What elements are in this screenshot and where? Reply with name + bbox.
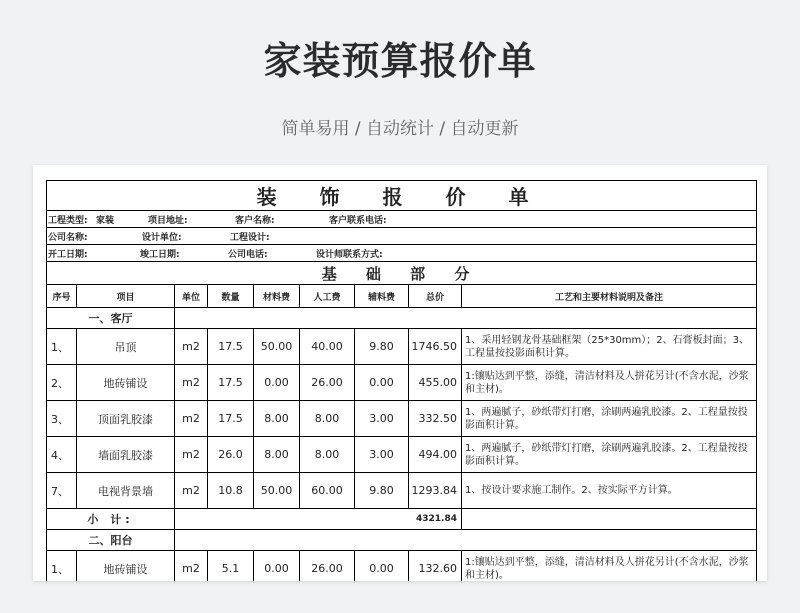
- quote-sheet: [33, 165, 767, 581]
- cell-total: 332.50: [409, 401, 462, 437]
- cell-no: 4、: [47, 437, 77, 473]
- client-phone-label: 客户联系电话:: [329, 215, 387, 226]
- cell-labor: 26.00: [300, 365, 355, 401]
- cell-aux: 0.00: [355, 365, 409, 401]
- cell-no: 3、: [47, 401, 77, 437]
- table-row: [47, 473, 757, 509]
- cell-unit: m2: [175, 329, 208, 365]
- cell-material: 0.00: [254, 365, 300, 401]
- cell-item: 墙面乳胶漆: [77, 437, 175, 473]
- category-name: 一、客厅: [47, 308, 175, 329]
- cell-unit: m2: [175, 437, 208, 473]
- info-row-dates: [47, 245, 757, 262]
- cell-unit: m2: [175, 551, 208, 582]
- company-name-label: 公司名称:: [48, 232, 88, 243]
- col-header-total: 总价: [409, 285, 462, 308]
- cell-aux: 3.00: [355, 401, 409, 437]
- project-address-label: 项目地址:: [148, 215, 188, 226]
- cell-no: 1、: [47, 329, 77, 365]
- category-row: [47, 530, 757, 551]
- client-name-label: 客户名称:: [235, 215, 275, 226]
- finish-date-label: 竣工日期:: [140, 249, 180, 260]
- page-title: 家装预算报价单: [263, 39, 537, 83]
- cell-note: 1、两遍腻子，砂纸带灯打磨，涂刷两遍乳胶漆。2、工程量按投影面积计算。: [462, 437, 757, 473]
- table-row: [47, 401, 757, 437]
- col-header-aux: 辅料费: [355, 285, 409, 308]
- cell-item: 地砖铺设: [77, 365, 175, 401]
- col-header-no: 序号: [47, 285, 77, 308]
- col-header-material: 材料费: [254, 285, 300, 308]
- designer-contact-label: 设计师联系方式:: [316, 249, 383, 260]
- cell-total: 132.60: [409, 551, 462, 582]
- cell-qty: 5.1: [208, 551, 254, 582]
- cell-item: 顶面乳胶漆: [77, 401, 175, 437]
- cell-material: 0.00: [254, 551, 300, 582]
- section-title: 基 础 部 分: [47, 262, 757, 285]
- cell-no: 2、: [47, 365, 77, 401]
- cell-aux: 3.00: [355, 437, 409, 473]
- cell-qty: 17.5: [208, 401, 254, 437]
- cell-qty: 26.0: [208, 437, 254, 473]
- cell-item: 地砖铺设: [77, 551, 175, 582]
- sheet-title: 装 饰 报 价 单: [47, 181, 757, 211]
- cell-unit: m2: [175, 365, 208, 401]
- cell-labor: 8.00: [300, 437, 355, 473]
- cell-note: 1、采用轻钢龙骨基础框架（25*30mm）；2、石膏板封面；3、工程量按投影面积计算。: [462, 329, 757, 365]
- category-row: [47, 308, 757, 329]
- cell-no: 7、: [47, 473, 77, 509]
- subtotal-label: 小 计:: [47, 509, 175, 530]
- engineering-design-label: 工程设计:: [230, 232, 270, 243]
- cell-unit: m2: [175, 473, 208, 509]
- info-row-company: [47, 228, 757, 245]
- cell-material: 50.00: [254, 329, 300, 365]
- start-date-label: 开工日期:: [48, 249, 88, 260]
- table-row: [47, 551, 757, 582]
- cell-total: 494.00: [409, 437, 462, 473]
- cell-note: 1、按设计要求施工制作。2、按实际平方计算。: [462, 473, 757, 509]
- cell-labor: 26.00: [300, 551, 355, 582]
- cell-aux: 9.80: [355, 473, 409, 509]
- info-row-project: [47, 211, 757, 228]
- col-header-unit: 单位: [175, 285, 208, 308]
- subtotal-value: 4321.84: [175, 509, 462, 530]
- cell-material: 50.00: [254, 473, 300, 509]
- cell-total: 1293.84: [409, 473, 462, 509]
- quote-table: [46, 180, 757, 581]
- cell-item: 吊顶: [77, 329, 175, 365]
- col-header-qty: 数量: [208, 285, 254, 308]
- cell-material: 8.00: [254, 401, 300, 437]
- company-phone-label: 公司电话:: [228, 249, 268, 260]
- cell-qty: 17.5: [208, 365, 254, 401]
- design-unit-label: 设计单位:: [142, 232, 182, 243]
- table-row: [47, 329, 757, 365]
- subtotal-row: [47, 509, 757, 530]
- col-header-item: 项目: [77, 285, 175, 308]
- cell-aux: 0.00: [355, 551, 409, 582]
- cell-aux: 9.80: [355, 329, 409, 365]
- col-header-note: 工艺和主要材料说明及备注: [462, 285, 757, 308]
- cell-total: 455.00: [409, 365, 462, 401]
- cell-labor: 40.00: [300, 329, 355, 365]
- cell-total: 1746.50: [409, 329, 462, 365]
- table-row: [47, 437, 757, 473]
- column-header-row: [47, 285, 757, 308]
- col-header-labor: 人工费: [300, 285, 355, 308]
- category-name: 二、阳台: [47, 530, 175, 551]
- cell-qty: 10.8: [208, 473, 254, 509]
- cell-unit: m2: [175, 401, 208, 437]
- cell-note: 1:镶贴达到平整，添缝，清洁材料及人拼花另计(不含水泥，沙浆和主材)。: [462, 365, 757, 401]
- cell-labor: 60.00: [300, 473, 355, 509]
- project-type-label: 工程类型:: [48, 215, 88, 226]
- cell-note: 1、两遍腻子，砂纸带灯打磨，涂刷两遍乳胶漆。2、工程量按投影面积计算。: [462, 401, 757, 437]
- cell-material: 8.00: [254, 437, 300, 473]
- cell-qty: 17.5: [208, 329, 254, 365]
- page-subtitle: 简单易用 / 自动统计 / 自动更新: [281, 119, 519, 139]
- table-row: [47, 365, 757, 401]
- cell-item: 电视背景墙: [77, 473, 175, 509]
- project-type-value: 家装: [96, 215, 115, 226]
- cell-note: 1:镶贴达到平整，添缝，清洁材料及人拼花另计(不含水泥，沙浆和主材)。: [462, 551, 757, 582]
- cell-labor: 8.00: [300, 401, 355, 437]
- cell-no: 1、: [47, 551, 77, 582]
